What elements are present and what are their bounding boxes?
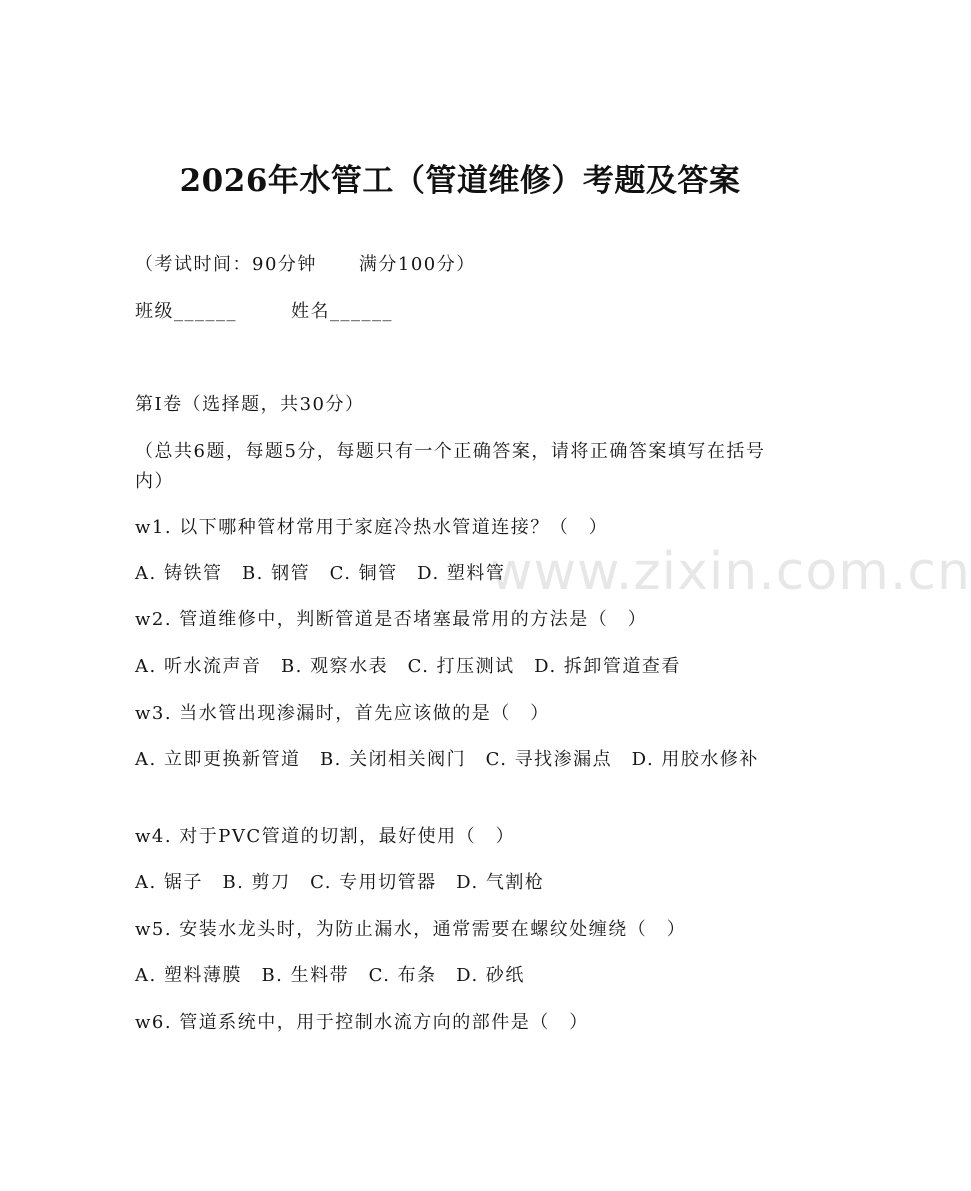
name-field: 姓名______ — [291, 301, 393, 322]
section-heading: 第I卷（选择题，共30分） — [135, 394, 365, 415]
question-5-options: A. 塑料薄膜 B. 生料带 C. 布条 D. 砂纸 — [135, 965, 525, 986]
question-3: w3. 当水管出现渗漏时，首先应该做的是（ ） — [135, 703, 550, 724]
student-info — [135, 297, 393, 327]
watermark: www.zixin.com.cn — [490, 542, 971, 602]
exam-info — [135, 250, 476, 280]
question-2-options: A. 听水流声音 B. 观察水表 C. 打压测试 D. 拆卸管道查看 — [135, 656, 681, 677]
question-5: w5. 安装水龙头时，为防止漏水，通常需要在螺纹处缠绕（ ） — [135, 919, 687, 940]
question-1-options: A. 铸铁管 B. 钢管 C. 铜管 D. 塑料管 — [135, 563, 506, 584]
question-2: w2. 管道维修中，判断管道是否堵塞最常用的方法是（ ） — [135, 609, 648, 630]
question-3-options: A. 立即更换新管道 B. 关闭相关阀门 C. 寻找渗漏点 D. 用胶水修补 — [135, 749, 759, 770]
class-field: 班级______ — [135, 301, 237, 322]
exam-time: （考试时间：90分钟 — [135, 254, 317, 275]
exam-score: 满分100分） — [358, 254, 476, 275]
question-4-options: A. 锯子 B. 剪刀 C. 专用切管器 D. 气割枪 — [135, 872, 545, 893]
question-4: w4. 对于PVC管道的切割，最好使用（ ） — [135, 826, 516, 847]
page-title: 2026年水管工（管道维修）考题及答案 — [179, 163, 741, 199]
section-instructions: （总共6题，每题5分，每题只有一个正确答案，请将正确答案填写在括号内） — [135, 441, 766, 492]
question-6: w6. 管道系统中，用于控制水流方向的部件是（ ） — [135, 1012, 589, 1033]
question-1: w1. 以下哪种管材常用于家庭冷热水管道连接？（ ） — [135, 517, 609, 538]
